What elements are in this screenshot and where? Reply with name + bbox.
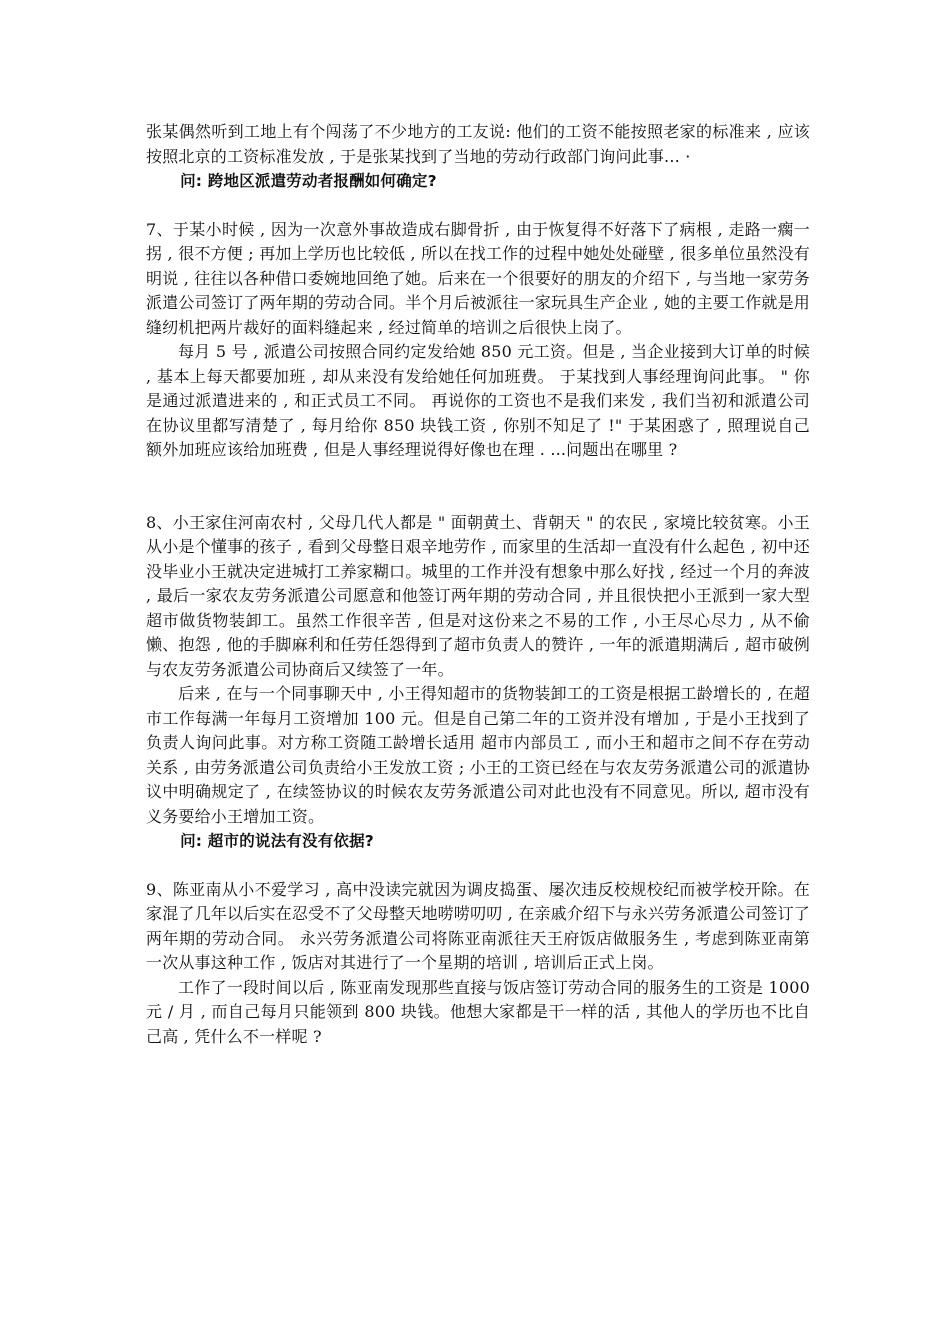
case-9-paragraph-2: 工作了一段时间以后 , 陈亚南发现那些直接与饭店签订劳动合同的服务生的工资是 1000 元 / 月 , 而自己每月只能领到 800 块钱。他想大家都是干一样的活 , 其他人的学历也不比自己高 , 凭什么不一样呢 ? [146, 977, 810, 1046]
case-9-paragraph-1: 9、陈亚南从小不爱学习 , 高中没读完就因为调皮捣蛋、屡次违反校规校纪而被学校开除。在家混了几年以后实在忍受不了父母整天地唠唠叨叨 , 在亲戚介绍下与永兴劳务派遣公司签订了两年期的劳动合同。 永兴劳务派遣公司将陈亚南派往天王府饭店做服务生 , 考虑到陈亚南第一次从事这种工作 , 饭店对其进行了一个星期的培训 , 培训后正式上岗。 [146, 879, 810, 972]
case-8-paragraph-1: 8、小王家住河南农村 , 父母几代人都是 " 面朝黄土、背朝天 " 的农民 , 家境比较贫寒。小王从小是个懂事的孩子 , 看到父母整日艰辛地劳作 , 而家里的生活却一直没有什么起色 , 初中还没毕业小王就决定进城打工养家糊口。城里的工作并没有想象中那么好找 , 经过一个月的奔波 , 最后一家农友劳务派遣公司愿意和他签订两年期的劳动合同 , 并且很快把小王派到一家大型超市做货物装卸工。虽然工作很辛苦 , 但是对这份来之不易的工作 , 小王尽心尽力 , 从不偷懒、抱怨 , 他的手脚麻利和任劳任怨得到了超市负责人的赞许 , 一年的派遣期满后 , 超市破例与农友劳务派遣公司协商后又续签了一年。 [146, 512, 810, 679]
case-7-paragraph-1: 7、于某小时候 , 因为一次意外事故造成右脚骨折 , 由于恢复得不好落下了病根 , 走路一瘸一拐 , 很不方便 ; 再加上学历也比较低 , 所以在找工作的过程中她处处碰壁 , 很多单位虽然没有明说 , 往往以各种借口委婉地回绝了她。后来在一个很要好的朋友的介绍下 , 与当地一家劳务派遣公司签订了两年期的劳动合同。半个月后被派往一家玩具生产企业 , 她的主要工作就是用缝纫机把两片裁好的面料缝起来 , 经过简单的培训之后很快上岗了。 [146, 219, 810, 337]
spacer [146, 854, 810, 878]
case-8-paragraph-2: 后来 , 在与一个同事聊天中 , 小王得知超市的货物装卸工的工资是根据工龄增长的 , 在超市工作每满一年每月工资增加 100 元。但是自己第二年的工资并没有增加 , 于是小王找到了负责人询问此事。对方称工资随工龄增长适用 超市内部员工 , 而小王和超市之间不存在劳动关系 , 由劳务派遣公司负责给小王发放工资 ; 小王的工资已经在与农友劳务派遣公司的派遣协议中明确规定了 , 在续签协议的时候农友劳务派遣公司对此也没有不同意见。所以, 超市没有义务要给小王增加工资。 [146, 684, 810, 826]
case-7-paragraph-2: 每月 5 号 , 派遣公司按照合同约定发给她 850 元工资。但是 , 当企业接到大订单的时候 , 基本上每天都要加班 , 却从来没有发给她任何加班费。 于某找到人事经理询问此事。 " 你是通过派遣进来的 , 和正式员工不同。 再说你的工资也不是我们来发 , 我们当初和派遣公司在协议里都写清楚了 , 每月给你 850 块钱工资 , 你别不知足了 !" 于某困惑了 , 照理说自己额外加班应该给加班费 , 但是人事经理说得好像也在理 . ...问题出在哪里 ? [146, 342, 810, 459]
spacer [146, 194, 810, 218]
spacer [146, 463, 810, 511]
question-supermarket-claim: 问: 超市的说法有没有依据? [180, 832, 374, 850]
question-cross-region-pay: 问: 跨地区派遣劳动者报酬如何确定? [180, 172, 437, 190]
intro-paragraph: 张某偶然听到工地上有个闯荡了不少地方的工友说: 他们的工资不能按照老家的标准来 , 应该按照北京的工资标准发放 , 于是张某找到了当地的劳动行政部门询问此事... · [146, 122, 810, 166]
document-body [146, 120, 810, 1049]
